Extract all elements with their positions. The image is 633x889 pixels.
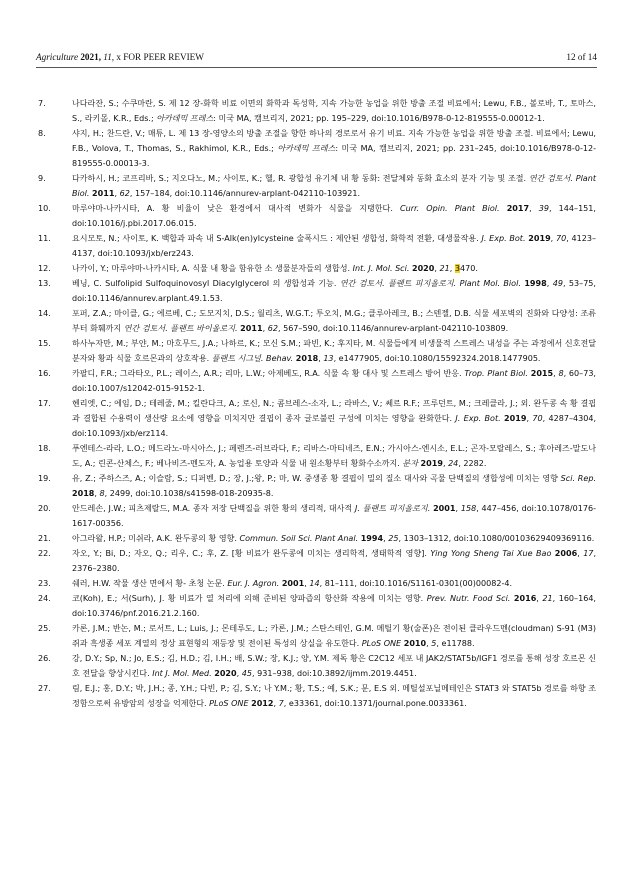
reference-text: 헨리엣, C.; 에임, D.; 테레줄, M.; 킬란다크, A.; 로신, N.; 콤브레스-소자, L.; 라바스, V.; 쎄르 R.F.; 프루던트, M.; 크레클라, J.; 외. 완두콩 속 황 결핍과 결합된 수용력이 생산량 요소에 영향을 미치지만 결핍이 종자 글로불린 구성에 미치는 영향을 완화한다. J. Exp. Bot. 2019, 70, 4287–4304, doi:10.1093/jxb/erz114. [72,399,597,438]
reference-number: 12. [38,264,51,273]
reference-number: 21. [38,534,51,543]
journal-volume: 11, [103,52,115,62]
reference-number: 14. [38,309,51,318]
reference-number: 19. [38,474,51,483]
reference-number: 22. [38,549,51,558]
reference-text: 나다라잔, S.; 수쿠마란, S. 제 12 장-화학 비료 이면의 화학과 독성학, 지속 가능한 농업을 위한 방출 조절 비료에서; Lewu, F.B., 볼로바, T., 토마스, S., 라키몰, K.R., Eds.; 아카데믹 프레스: 미국 MA, 캠브리지, 2021; pp. 195–229, doi:10.1016/B978-0-12-819555-0.00012-1. [72,99,596,123]
reference-number: 9. [38,174,46,183]
reference-item [36,576,596,591]
reference-item [36,366,596,396]
reference-number: 26. [38,654,51,663]
reference-number: 13. [38,279,51,288]
reference-text: 유, Z.; 주하스즈, A.; 이슬람, S.; 디퍼벤, D.; 장, J.;왕, P.; 마, W. 중생종 황 결핍이 밀의 질소 대사와 곡물 단백질의 생합성에 미치는 영향 Sci. Rep. 2018, 8, 2499, doi:10.1038/s41598-018-20935-8. [72,474,597,498]
reference-number: 18. [38,444,51,453]
journal-name: Agriculture [36,52,79,62]
reference-number: 23. [38,579,51,588]
reference-text: 다카하시, H.; 코프리바, S.; 지오다노, M.; 사이토, K.; 헬, R. 광합성 유기체 내 황 동화: 전달체와 동화 효소의 분자 기능 및 조절. 연간 검토서. Plant Biol. 2011, 62, 157–184, doi:10.1146/annurev-arplant-042110-103921. [72,174,596,198]
reference-item [36,96,596,126]
reference-item [36,231,596,261]
reference-text: 강, D.Y.; Sp, N.; Jo, E.S.; 김, H.D.; 김, I.H.; 배, S.W.; 장, K.J.; 양, Y.M. 제독 황은 C2C12 세포 내 JAK2/STAT5b/IGF1 경로를 통해 성장 호르몬 신호 전달을 향상시킨다. Int J. Mol. Med. 2020, 45, 931–938, doi:10.3892/ijmm.2019.4451. [72,654,596,678]
reference-item [36,201,596,231]
reference-item [36,546,596,576]
reference-list [36,96,596,711]
reference-number: 7. [38,99,46,108]
reference-number: 24. [38,594,51,603]
reference-item [36,336,596,366]
reference-item [36,396,596,441]
reference-item [36,591,596,621]
reference-item [36,471,596,501]
reference-text: 푸엔테스-라라, L.O.; 메드라노-마시아스, J.; 페렌즈-러브라다, F.; 리바스-마티네즈, E.N.; 가시아스-엔시소, E.L.; 곤자-모랄레스, S.; 후아레즈-말도나도, A.; 린콘-산체스, F.; 베나비즈-멘도자, A. 농업용 토양과 식물 내 원소황부터 황화수소까지. 분자 2019, 24, 2282. [72,444,597,468]
reference-text: 코(Koh), E.; 서(Surh), J. 황 비료가 열 처리에 의해 준비된 양파즙의 항산화 작용에 미치는 영향. Prev. Nutr. Food Sci. 2016, 21, 160–164, doi:10.3746/pnf.2016.21.2.160. [72,594,596,618]
reference-number: 17. [38,399,51,408]
reference-text: 마루야마-나카시타, A. 황 비율이 낮은 환경에서 대사적 변화가 식물을 지탱한다. Curr. Opin. Plant Biol. 2017, 39, 144–151, doi:10.1016/j.pbi.2017.06.015. [72,204,596,228]
reference-number: 25. [38,624,51,633]
reference-item [36,651,596,681]
reference-item [36,171,596,201]
reference-number: 16. [38,369,51,378]
reference-text: 하사누자만, M.; 부얀, M.; 마흐무드, J.A.; 나하르, K.; 모신 S.M.; 파빈, K.; 후지타, M. 식물들에게 비생물적 스트레스 내성을 주는 과정에서 신호전달 분자와 황과 식물 호르몬과의 상호작용. 플랜트 시그널. Behav. 2018, 13, e1477905, doi:10.1080/15592324.2018.1477905. [72,339,596,363]
reference-text: 요시모토, N.; 사이토, K. 백합과 파속 내 S-Alk(en)ylcysteine 술폭시드 : 제안된 생합성, 화학적 전환, 대생물작용. J. Exp. Bot. 2019, 70, 4123–4137, doi:10.1093/jxb/erz243. [72,234,597,258]
reference-item [36,621,596,651]
header-rule [36,67,597,68]
reference-number: 8. [38,129,46,138]
reference-text: 자오, Y.; Bi, D.; 자오, Q.; 리우, C.; 후, Z. [황 비료가 완두콩에 미치는 생리학적, 생태학적 영향]. Ying Yong Sheng Tai Xue Bao 2006, 17, 2376–2380. [72,549,596,573]
reference-item [36,681,596,711]
reference-item [36,531,596,546]
reference-item [36,441,596,471]
reference-text: 나카이, Y.; 마루야마-나카시타, A. 식물 내 황을 함유한 소 생물분자들의 생합성. Int. J. Mol. Sci. 2020, 21, 3470. [72,264,478,273]
running-header [36,52,597,66]
reference-item [36,126,596,171]
reference-text: 쉐러, H.W. 작물 생산 면에서 황- 초청 논문. Eur. J. Agron. 2001, 14, 81–111, doi:10.1016/S1161-0301(00)00082-4. [72,579,513,588]
reference-text: 안드레손, J.W.; 피츠제랄드, M.A. 종자 저장 단백질을 위한 황의 생리적, 대사적 J. 플랜트 피지올로지. 2001, 158, 447–456, doi:10.1078/0176-1617-00356. [72,504,597,528]
reference-number: 27. [38,684,51,693]
reference-text: 림, E.J.; 홍, D.Y.; 박, J.H.; 종, Y.H.; 다빈, P.; 김, S.Y.; 나 Y.M.; 황, T.S.; 예, S.K.; 문, E.S 외. 메틸설포닐메테인은 STAT3 와 STAT5b 경로를 하향 조정함으로써 유방암의 성장을 억제한다. PLoS ONE 2012, 7, e33361, doi:10.1371/journal.pone.0033361. [72,684,596,708]
reference-text: 카팔디, F.R.; 그라타오, P.L.; 레이스, A.R.; 리마, L.W.; 아제베도, R.A. 식물 속 황 대사 및 스트레스 방어 반응. Trop. Plant Biol. 2015, 8, 60–73, doi:10.1007/s12042-015-9152-1. [72,369,596,393]
reference-text: 포퍼, Z.A.; 마이클, G.; 에르베, C.; 도모지치, D.S.; 월리츠, W.G.T.; 투오치, M.G.; 클루아레크, B.; 스텐젤, D.B. 식물 세포벽의 진화와 다양성: 조류부터 화훼까지 연간 검토서. 플랜트 바이올로지. 2011, 62, 567–590, doi:10.1146/annurev-arplant-042110-103809. [72,309,596,333]
reference-item [36,276,596,306]
journal-citation [36,52,204,62]
reference-item [36,261,596,276]
reference-number: 10. [38,204,51,213]
reference-item [36,501,596,531]
reference-number: 20. [38,504,51,513]
reference-item [36,306,596,336]
reference-text: 아그라왈, H.P.; 미쉬라, A.K. 완두콩의 황 영향. Commun. Soil Sci. Plant Anal. 1994, 25, 1303–1312, doi:10.1080/00103629409369116. [72,534,595,543]
page-number: 12 of 14 [566,52,597,62]
journal-rest: x FOR PEER REVIEW [116,52,204,62]
reference-text: 카론, J.M.; 반논, M.; 로서트, L.; Luis, J.; 몬테루도, L.; 카론, J.M.; 스탄스테인, G.M. 메틸기 황(술폰)은 전이된 클라우드멘(cloudman) S-91 (M3) 쥐과 흑생종 세포 계열의 정상 표현형의 재등장 및 전이된 특성의 상실을 유도한다. PLoS ONE 2010, 5, e11788. [72,624,596,648]
reference-number: 15. [38,339,51,348]
journal-year: 2021, [80,52,101,62]
reference-text: 베닝, C. Sulfolipid Sulfoquinovosyl Diacylglycerol 의 생합성과 기능. 연간 검토서. 플랜트 피지올로지. Plant Mol. Biol. 1998, 49, 53–75, doi:10.1146/annurev.arplant.49.1.53. [72,279,596,303]
reference-text: 샤지, H.; 찬드란, V.; 매튜, L. 제 13 장-영양소의 방출 조절을 향한 하나의 경로로서 유기 비료. 지속 가능한 농업을 위한 방출 조절. 비료에서; Lewu, F.B., Volova, T., Thomas, S., Rakhimol, K.R., Eds.; 아카데믹 프레스: 미국 MA, 캠브리지, 2021; pp. 231–245, doi:10.1016/B978-0-12-819555-0.00013-3. [72,129,596,168]
reference-number: 11. [38,234,51,243]
